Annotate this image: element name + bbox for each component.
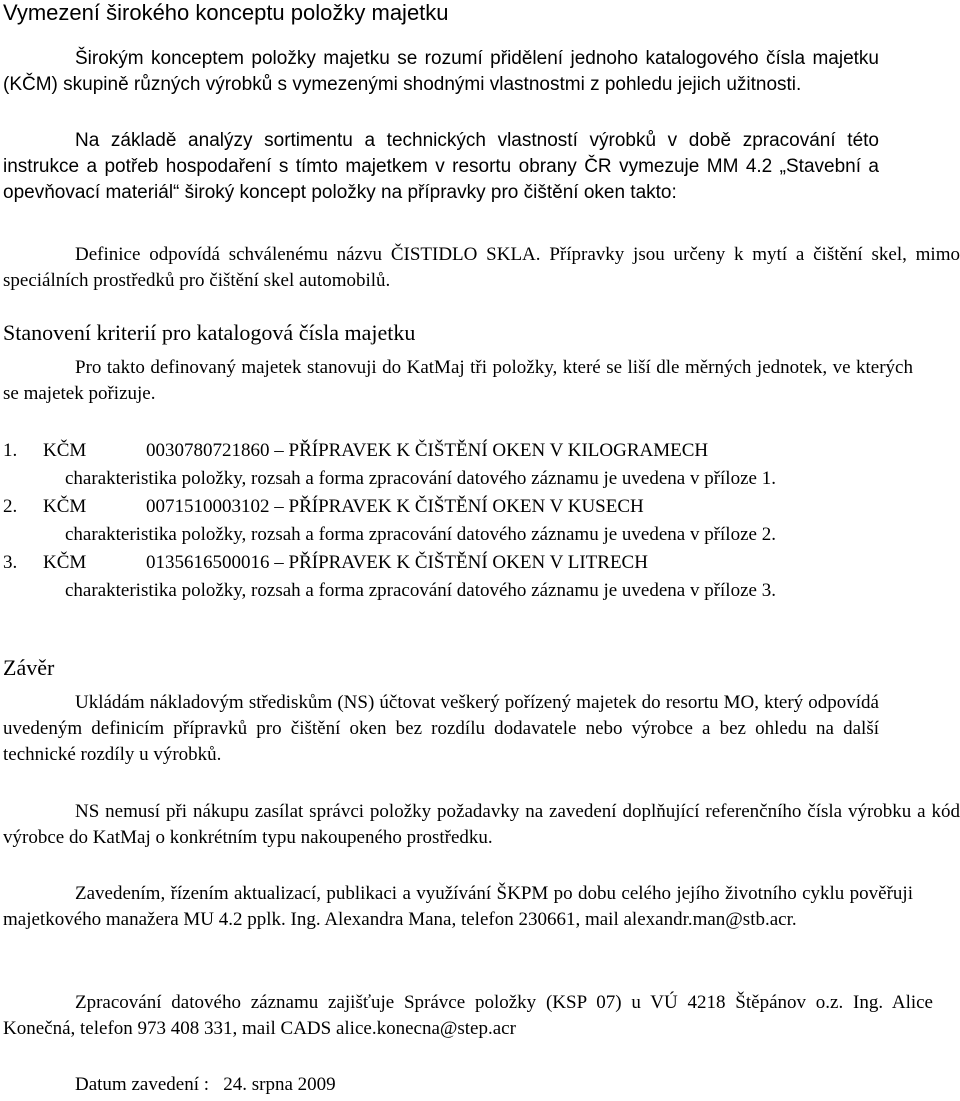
page-title: Vymezení širokého konceptu položky majetku [3,0,449,25]
conclusion-paragraph-2: NS nemusí při nákupu zasílat správci položky požadavky na zavedení doplňující referenčního čísla výrobku a kód výrobce do KatMaj o konkrétním typu nakoupeného prostředku. [3,801,960,848]
conclusion-paragraph-3: Zavedením, řízením aktualizací, publikaci a využívání ŠKPM po dobu celého jejího životního cyklu pověřuji majetkového manažera MU 4.2 pplk. Ing. Alexandra Mana, telefon 230661, mail alexandr.man@stb.acr. [3,883,913,930]
kcm-item-description: charakteristika položky, rozsah a forma zpracování datového záznamu je uvedena v příloze 2. [65,524,776,545]
intro-paragraph-1: Širokým konceptem položky majetku se rozumí přidělení jednoho katalogového čísla majetku (KČM) skupině různých výrobků s vymezenými shodnými vlastnostmi z pohledu jejich užitnosti. [3,48,879,95]
kcm-list [3,437,958,605]
kcm-item-description: charakteristika položky, rozsah a forma zpracování datového záznamu je uvedena v příloze 1. [65,468,776,489]
date-of-introduction: Datum zavedení : 24. srpna 2009 [75,1074,336,1095]
kcm-item-title: 0135616500016 – PŘÍPRAVEK K ČIŠTĚNÍ OKEN V LITRECH [146,552,648,573]
kcm-item [3,493,958,549]
kcm-item-number: 2. [3,496,18,517]
kcm-item [3,437,958,493]
conclusion-heading: Závěr [3,655,55,680]
definition-paragraph: Definice odpovídá schválenému názvu ČISTIDLO SKLA. Přípravky jsou určeny k mytí a čištění skel, mimo speciálních prostředků pro čištění skel automobilů. [3,244,960,291]
kcm-item-number: 3. [3,552,18,573]
criteria-heading: Stanovení kriterií pro katalogová čísla majetku [3,320,416,345]
conclusion-paragraph-4: Zpracování datového záznamu zajišťuje Správce položky (KSP 07) u VÚ 4218 Štěpánov o.z. Ing. Alice Konečná, telefon 973 408 331, mail CADS alice.konecna@step.acr [3,992,933,1039]
kcm-item-description: charakteristika položky, rozsah a forma zpracování datového záznamu je uvedena v příloze 3. [65,580,776,601]
kcm-label: KČM [43,496,87,517]
kcm-item-title: 0030780721860 – PŘÍPRAVEK K ČIŠTĚNÍ OKEN V KILOGRAMECH [146,440,709,461]
kcm-item-number: 1. [3,440,18,461]
kcm-item [3,549,958,605]
kcm-label: KČM [43,440,87,461]
intro-paragraph-2: Na základě analýzy sortimentu a technických vlastností výrobků v době zpracování této instrukce a potřeb hospodaření s tímto majetkem v resortu obrany ČR vymezuje MM 4.2 „Stavební a opevňovací materiál“ široký koncept položky na přípravky pro čištění oken takto: [3,130,879,203]
conclusion-paragraph-1: Ukládám nákladovým střediskům (NS) účtovat veškerý pořízený majetek do resortu MO, který odpovídá uvedeným definicím přípravků pro čištění oken bez rozdílu dodavatele nebo výrobce a bez ohledu na další technické rozdíly u výrobků. [3,692,879,765]
criteria-paragraph: Pro takto definovaný majetek stanovuji do KatMaj tři položky, které se liší dle měrných jednotek, ve kterých se majetek pořizuje. [3,357,913,404]
kcm-label: KČM [43,552,87,573]
kcm-item-title: 0071510003102 – PŘÍPRAVEK K ČIŠTĚNÍ OKEN V KUSECH [146,496,644,517]
